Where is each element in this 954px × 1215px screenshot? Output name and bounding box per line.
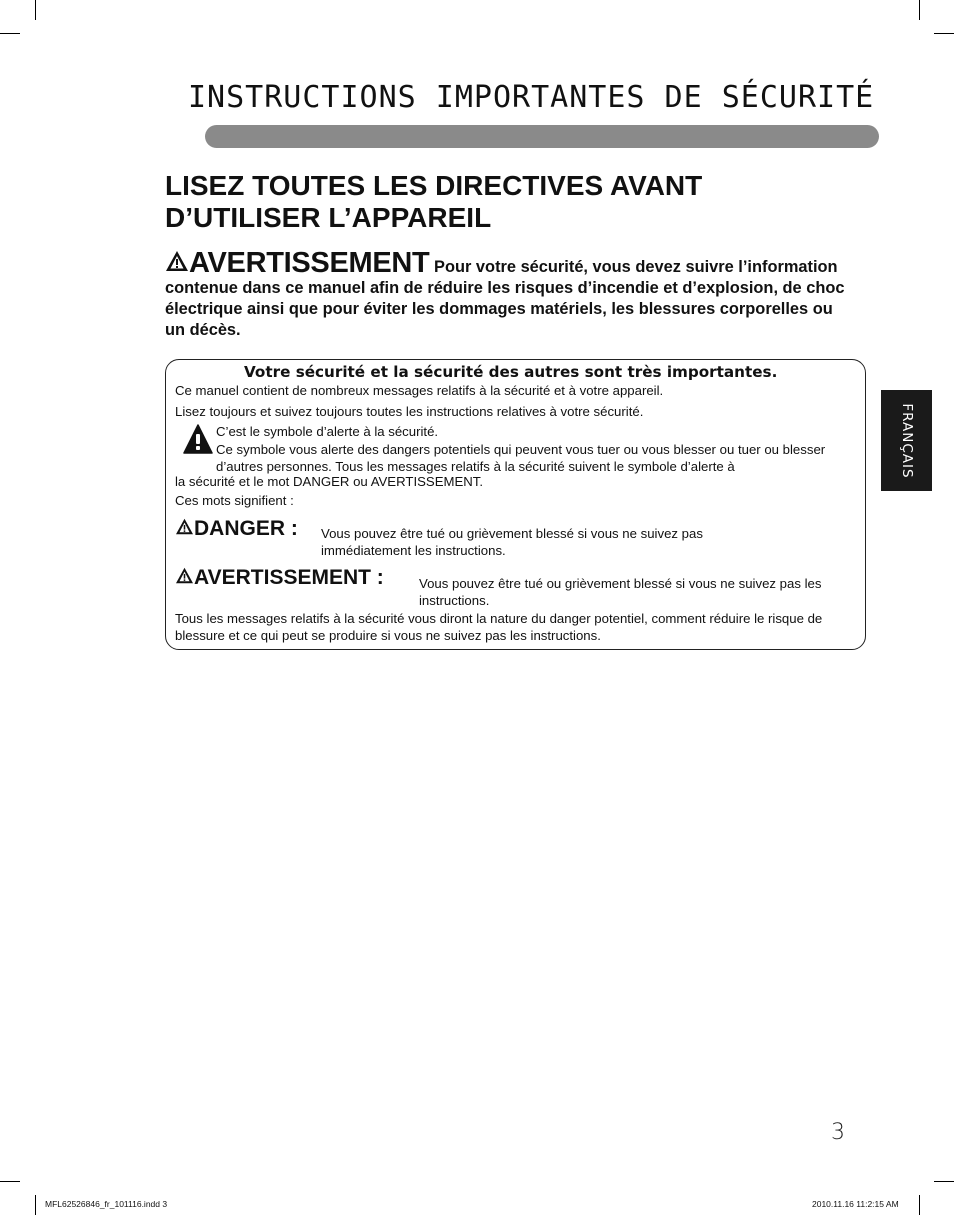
closing-text: Tous les messages relatifs à la sécurité vous diront la nature du danger potentiel, comment réduire le risque de blessure et ce qui peut se produire si vous ne suivez pas les instructions.	[175, 611, 823, 643]
crop-mark	[35, 0, 36, 20]
page-number: 3	[831, 1120, 845, 1145]
crop-mark	[35, 1195, 36, 1215]
heading-line-2: D’UTILISER L’APPAREIL	[165, 202, 492, 233]
symbol-text: C’est le symbole d’alerte à la sécurité.	[216, 424, 439, 439]
meanings-intro: Ces mots signifient :	[175, 493, 294, 508]
crop-mark	[919, 1195, 920, 1215]
symbol-description: Ce symbole vous alerte des dangers potentiels qui peuvent vous tuer ou vous blesser ou tuer ou blesser d’autres personnes. Tous les messages relatifs à la sécurité suivent le symbole d’alerte à	[216, 442, 826, 474]
box-heading: Votre sécurité et la sécurité des autres sont très importantes.	[244, 363, 778, 381]
crop-mark	[0, 1181, 20, 1182]
safety-info-box	[165, 359, 866, 650]
safety-alert-icon	[183, 424, 213, 459]
warning-intro	[165, 247, 855, 341]
warning-triangle-icon	[165, 250, 189, 272]
avertissement-text: Vous pouvez être tué ou grièvement blessé si vous ne suivez pas les instructions.	[419, 576, 822, 608]
danger-text: Vous pouvez être tué ou grièvement blessé si vous ne suivez pas immédiatement les instructions.	[321, 526, 703, 558]
box-text-line-2: Lisez toujours et suivez toujours toutes les instructions relatives à votre sécurité.	[175, 404, 644, 419]
language-tab	[881, 390, 932, 491]
warning-text: Pour votre sécurité, vous devez suivre l’information contenue dans ce manuel afin de réduire les risques d’incendie et d’explosion, de choc électrique ainsi que pour éviter les dommages matériels, les blessures corporelles ou un décès.	[165, 258, 845, 339]
danger-term	[175, 517, 298, 541]
crop-mark	[0, 33, 20, 34]
box-text-line-1: Ce manuel contient de nombreux messages relatifs à la sécurité et à votre appareil.	[175, 383, 664, 398]
language-tab-label: FRANÇAIS	[898, 402, 915, 479]
heading-line-1: LISEZ TOUTES LES DIRECTIVES AVANT	[165, 170, 703, 201]
symbol-description-continued: la sécurité et le mot DANGER ou AVERTISSEMENT.	[175, 474, 484, 489]
avertissement-label: AVERTISSEMENT :	[194, 566, 384, 589]
warning-label: AVERTISSEMENT	[189, 247, 430, 279]
footer-file-name: MFL62526846_fr_101116.indd 3	[45, 1199, 168, 1209]
crop-mark	[934, 33, 954, 34]
crop-mark	[934, 1181, 954, 1182]
title-bar	[205, 125, 879, 148]
danger-label: DANGER :	[194, 517, 298, 540]
avertissement-term	[175, 566, 384, 590]
crop-mark	[919, 0, 920, 20]
warning-triangle-icon	[175, 518, 194, 535]
footer-date: 2010.11.16 11:2:15 AM	[812, 1199, 899, 1209]
section-heading	[165, 170, 885, 234]
warning-triangle-icon	[175, 567, 194, 584]
page-title: INSTRUCTIONS IMPORTANTES DE SÉCURITÉ	[188, 80, 875, 115]
